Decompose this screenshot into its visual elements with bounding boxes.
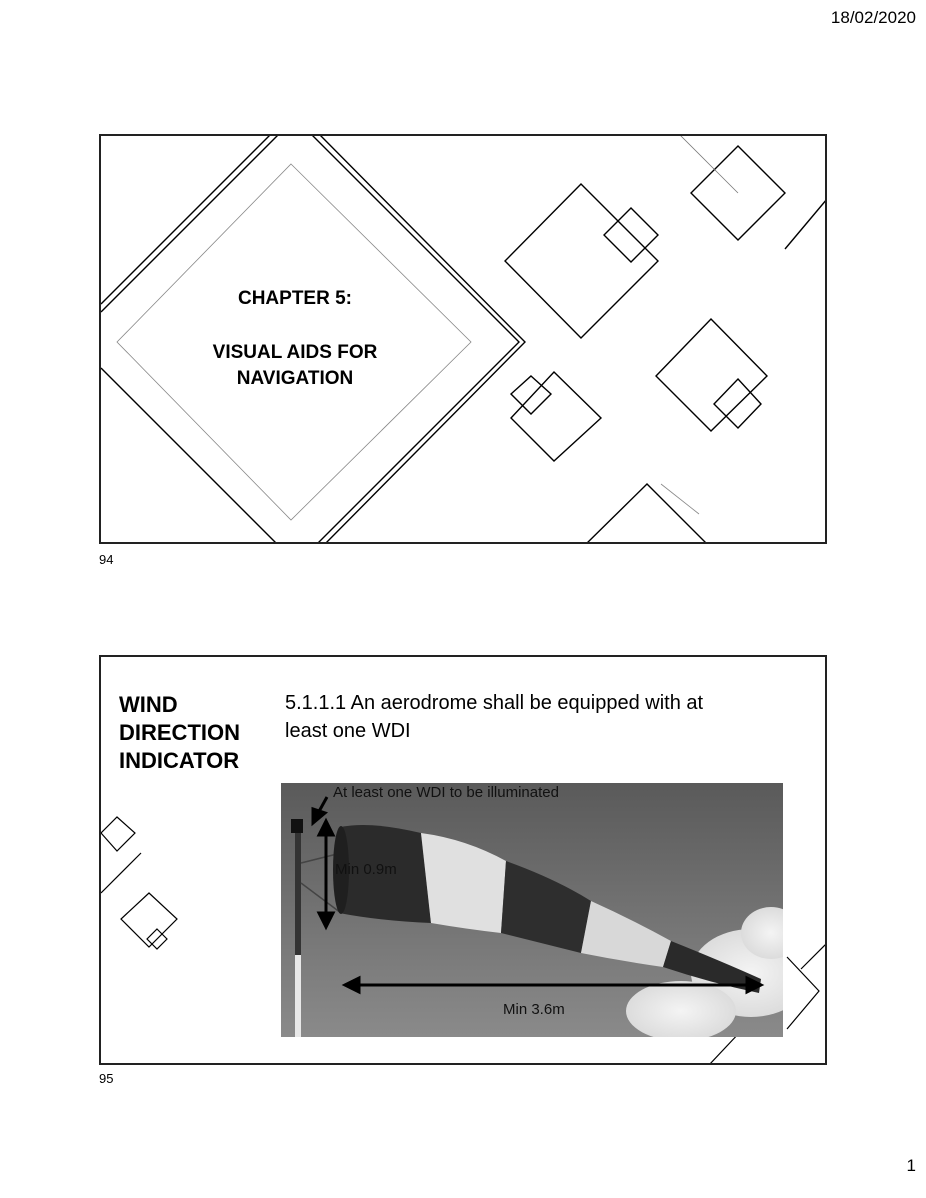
chapter-title-line-1: CHAPTER 5: (237, 288, 352, 309)
slide-number-94: 94 (99, 552, 114, 567)
slide-94 (99, 134, 827, 544)
wdi-title-line-1: WIND (119, 692, 178, 717)
wdi-title-line-2: DIRECTION (119, 720, 240, 745)
page-number: 1 (906, 1156, 916, 1175)
slide-95 (99, 655, 827, 1065)
chapter-title-line-3: NAVIGATION (236, 368, 354, 389)
windsock-photo (281, 783, 783, 1037)
wdi-title-line-3: INDICATOR (119, 748, 240, 773)
label-min-length: Min 3.6m (503, 1001, 565, 1018)
windsock-illustration (281, 783, 783, 1037)
label-illuminated: At least one WDI to be illuminated (333, 784, 559, 801)
chapter-title-line-2: VISUAL AIDS FOR (212, 342, 378, 363)
print-date: 18/02/2020 (830, 8, 916, 27)
wdi-body-text: 5.1.1.1 An aerodrome shall be equipped with at least one WDI (285, 692, 704, 742)
label-min-height: Min 0.9m (335, 861, 397, 878)
wdi-title (119, 691, 279, 775)
slide-number-95: 95 (99, 1071, 114, 1086)
